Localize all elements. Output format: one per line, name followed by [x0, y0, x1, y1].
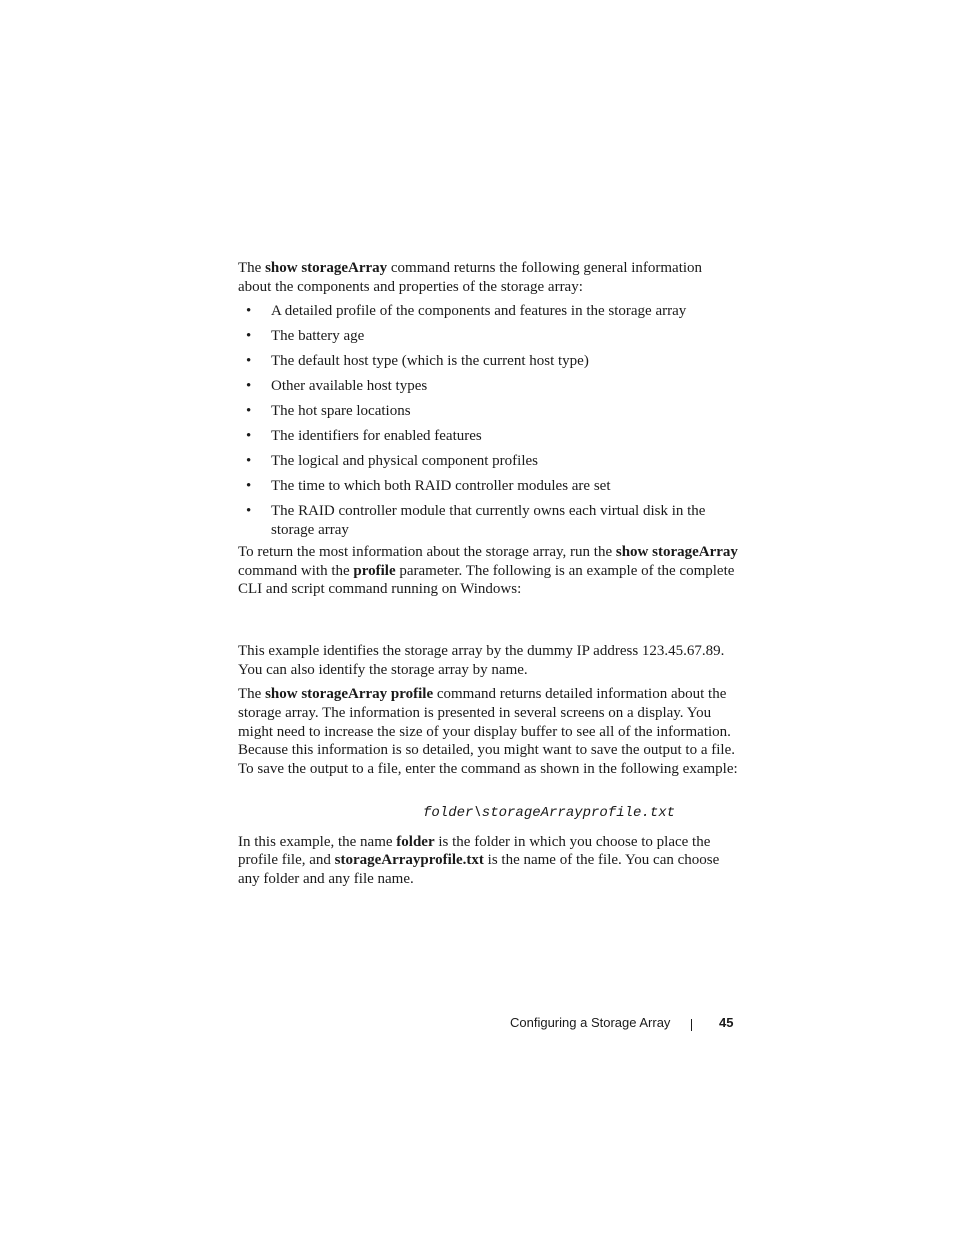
bullet-icon: • [246, 303, 252, 320]
closing-paragraph [238, 833, 738, 889]
list-item-text: The logical and physical component profiles [271, 453, 539, 470]
text-run: In this example, the name [238, 833, 397, 850]
command-name: show storageArray [265, 260, 388, 276]
command-name: show storageArray [615, 543, 738, 560]
list-item [238, 427, 738, 446]
text-run: is the folder in which you choose to place the profile file, and [238, 833, 711, 869]
page-number: 45 [719, 1015, 734, 1030]
list-item [238, 477, 738, 496]
list-item-text: The default host type (which is the current host type) [271, 353, 589, 370]
list-item [238, 352, 738, 371]
bullet-icon: • [246, 403, 252, 420]
text-run: parameter. The following is an example of the complete CLI and script command running on Windows: [238, 562, 735, 598]
footer-section-title: Configuring a Storage Array [510, 1015, 671, 1030]
ip-address-paragraph: This example identifies the storage array by the dummy IP address 123.45.67.89. You can also identify the storage array by name. [238, 642, 725, 678]
list-item-text: The hot spare locations [271, 403, 411, 420]
text-run: The [238, 686, 266, 703]
list-item [238, 502, 738, 539]
command-name: show storageArray profile [265, 686, 434, 703]
bullet-icon: • [246, 453, 252, 470]
footer-divider [691, 1019, 692, 1031]
profile-paragraph [238, 543, 738, 599]
detailed-info-paragraph [238, 685, 738, 779]
text-run: command with the [238, 562, 354, 579]
info-bullet-list [238, 302, 738, 539]
list-item-text: The identifiers for enabled features [271, 428, 482, 445]
text-run: command returns the following general information about the components and properties of the storage array: [238, 260, 703, 295]
text-run: is the name of the file. You can choose any folder and any file name. [238, 852, 720, 887]
bullet-icon: • [246, 378, 252, 395]
list-item-text: A detailed profile of the components and features in the storage array [271, 303, 687, 320]
intro-paragraph [238, 259, 738, 296]
list-item [238, 302, 738, 321]
list-item [238, 377, 738, 396]
text-run: command returns detailed information about the storage array. The information is presented in several screens on a display. You might need to increase the size of your display buffer to see all of the information. Because this information is so detailed, you might want to save the output to a file. To save the output to a file, enter the command as shown in the following example: [238, 686, 738, 778]
bullet-icon: • [246, 328, 252, 345]
list-item [238, 327, 738, 346]
bullet-icon: • [246, 353, 252, 370]
page-content [238, 259, 738, 889]
bullet-icon: • [246, 428, 252, 445]
list-item [238, 452, 738, 471]
bullet-icon: • [246, 503, 252, 520]
text-run: The [238, 260, 266, 276]
text-run: To return the most information about the storage array, run the [238, 543, 616, 560]
parameter-name: profile [353, 562, 396, 579]
list-item-text: The battery age [271, 328, 365, 345]
folder-term: folder [396, 833, 435, 850]
list-item [238, 402, 738, 421]
list-item-text: Other available host types [271, 378, 428, 395]
filename-term: storageArrayprofile.txt [334, 852, 484, 869]
bullet-icon: • [246, 478, 252, 495]
list-item-text: The RAID controller module that currently owns each virtual disk in the storage array [271, 503, 706, 539]
page-footer [510, 1015, 736, 1030]
code-example: folder\storageArrayprofile.txt [423, 804, 676, 821]
list-item-text: The time to which both RAID controller modules are set [271, 478, 611, 495]
